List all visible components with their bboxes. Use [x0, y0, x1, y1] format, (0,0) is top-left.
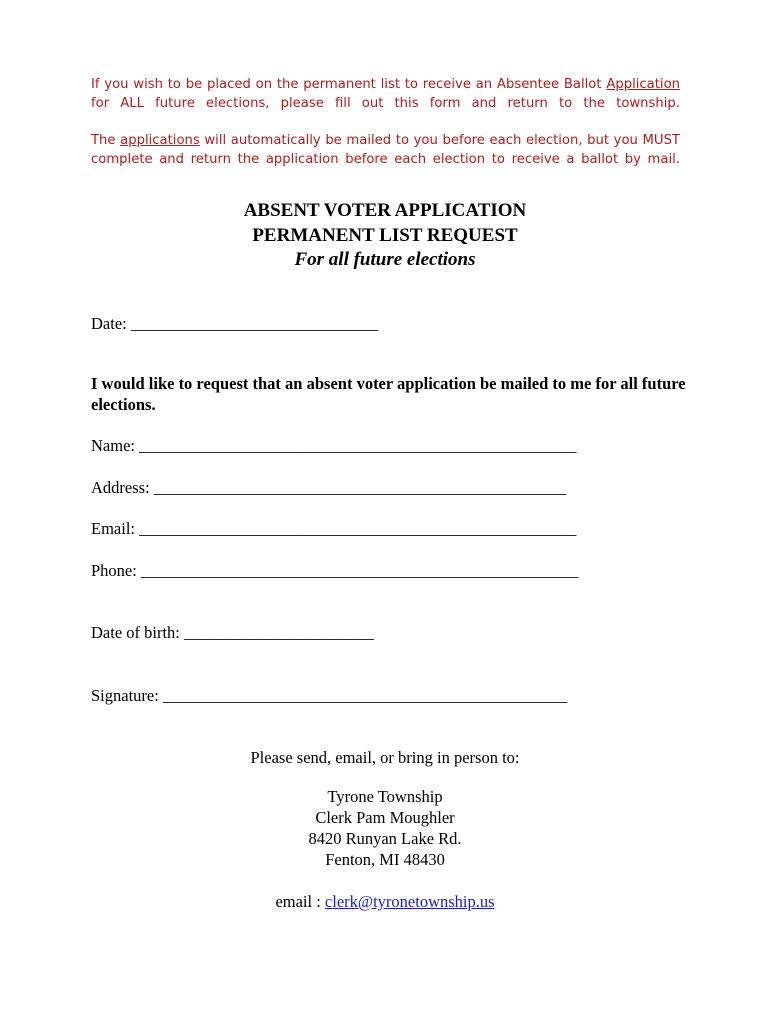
phone-blank-line[interactable]: _____________________________________________________	[140, 561, 579, 580]
applications-underlined-word: applications	[120, 133, 200, 148]
notice-text: If you wish to be placed on the permanent list to receive an Absentee Ballot	[91, 77, 607, 92]
mailing-notice-line-1	[91, 131, 680, 150]
phone-label: Phone:	[91, 561, 137, 580]
request-statement: I would like to request that an absent voter application be mailed to me for all future elections.	[91, 374, 686, 414]
name-field[interactable]	[91, 436, 576, 456]
email-blank-line[interactable]: _____________________________________________________	[139, 519, 577, 538]
phone-field[interactable]	[91, 561, 578, 581]
form-tagline: For all future elections	[294, 249, 476, 270]
notice-line-1	[91, 75, 680, 94]
mailing-notice	[91, 131, 680, 169]
date-of-birth-blank-line[interactable]: _______________________	[184, 623, 374, 642]
clerk-name: Clerk Pam Moughler	[315, 808, 455, 827]
street-address: 8420 Runyan Lake Rd.	[308, 829, 462, 848]
contact-email	[0, 892, 770, 912]
date-field[interactable]	[91, 314, 378, 334]
date-of-birth-label: Date of birth:	[91, 623, 180, 642]
address-blank-line[interactable]: __________________________________________________	[153, 478, 567, 497]
email-field[interactable]	[91, 519, 576, 539]
township-name: Tyrone Township	[327, 787, 443, 806]
signature-blank-line[interactable]: _________________________________________________	[162, 686, 568, 705]
date-label: Date:	[91, 314, 127, 333]
mailing-notice-text-end: will automatically be mailed to you before each election, but you MUST	[199, 133, 680, 148]
signature-label: Signature:	[91, 686, 159, 705]
address-label: Address:	[91, 478, 150, 497]
send-instructions: Please send, email, or bring in person to:	[250, 748, 520, 767]
email-label: Email:	[91, 519, 135, 538]
application-underlined-word: Application	[606, 77, 680, 92]
date-blank-line[interactable]: ______________________________	[130, 314, 379, 333]
mailing-notice-line-2: complete and return the application before each election to receive a ballot by mail.	[91, 152, 680, 167]
name-label: Name:	[91, 436, 135, 455]
form-subtitle: PERMANENT LIST REQUEST	[252, 225, 518, 246]
form-title: ABSENT VOTER APPLICATION	[243, 200, 527, 221]
email-prefix: email :	[275, 892, 325, 911]
notice-line-2: for ALL future elections, please fill out this form and return to the township.	[91, 96, 680, 111]
city-state-zip: Fenton, MI 48430	[325, 850, 445, 869]
clerk-email-link[interactable]: clerk@tyronetownship.us	[324, 892, 495, 911]
address-field[interactable]	[91, 478, 566, 498]
mailing-notice-text-start: The	[91, 133, 121, 148]
permanent-list-notice	[91, 75, 680, 113]
signature-field[interactable]	[91, 686, 567, 706]
date-of-birth-field[interactable]	[91, 623, 374, 643]
name-blank-line[interactable]: _____________________________________________________	[139, 436, 577, 455]
